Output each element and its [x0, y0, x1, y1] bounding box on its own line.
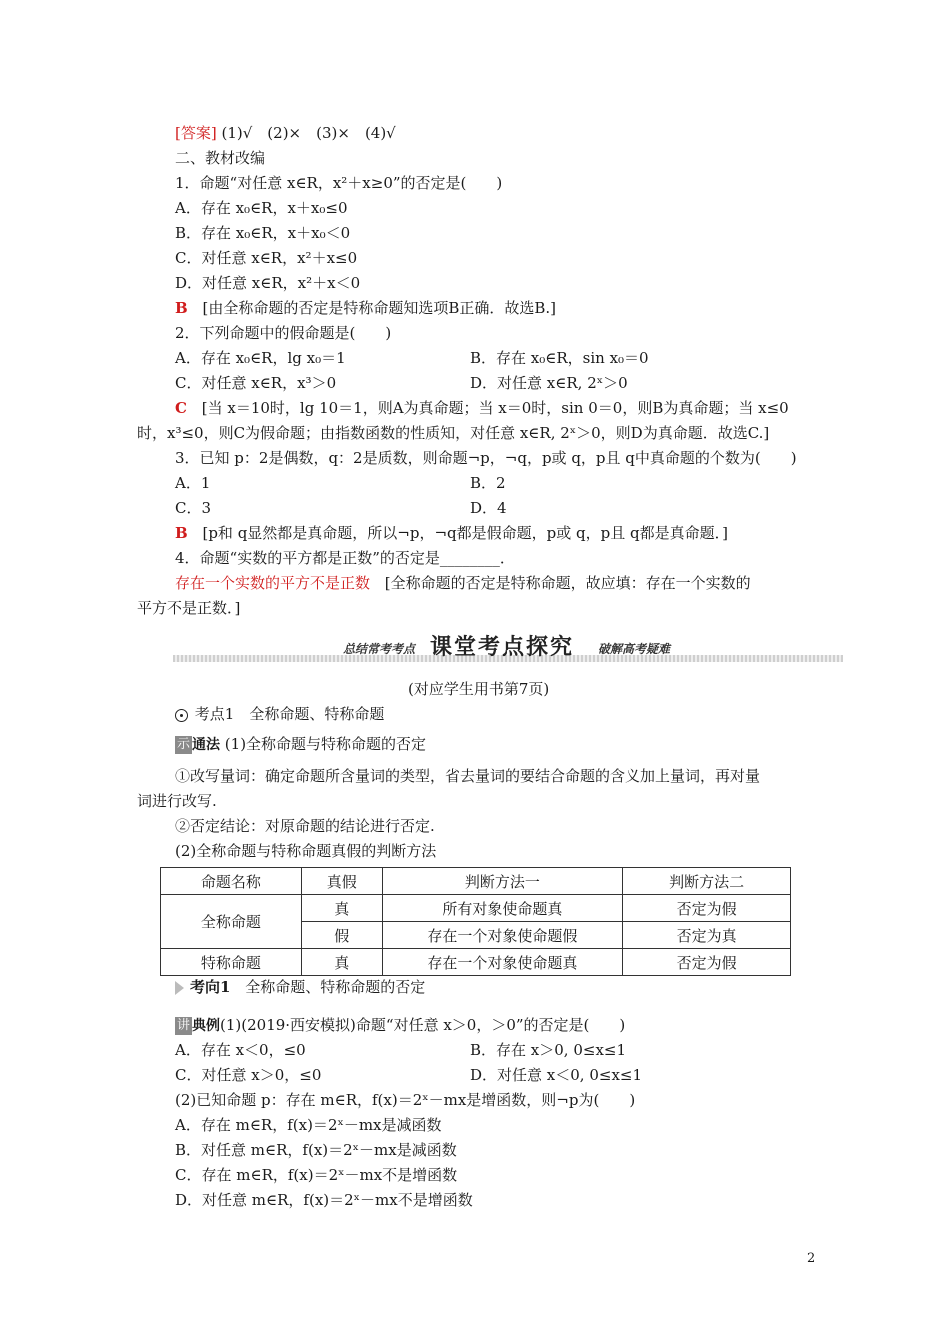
kaoxiang-label: 考向1 — [190, 978, 231, 996]
example-tag-icon: 讲 — [177, 1018, 191, 1033]
example-option-a: A．存在 x＜0，≤0 — [175, 1041, 306, 1059]
example-option-c: C．对任意 x＞0，≤0 — [175, 1066, 322, 1084]
q2-option-d: D．对任意 x∈R, 2ˣ＞0 — [470, 374, 628, 392]
table-header: 命题名称 — [161, 868, 302, 895]
page-number: 2 — [807, 1251, 816, 1266]
q2-option-c: C．对任意 x∈R，x³＞0 — [175, 374, 337, 392]
kaoxiang-title: 全称命题、特称命题的否定 — [245, 978, 426, 996]
table-cell: 否定为假 — [623, 949, 791, 976]
q3-option-a: A．1 — [175, 474, 211, 492]
target-icon — [175, 709, 188, 722]
answer-line — [175, 123, 396, 143]
q4-explain-2: 平方不是正数．] — [137, 599, 241, 617]
table-cell: 存在一个对象使命题假 — [382, 922, 623, 949]
q3-option-d: D．4 — [470, 499, 507, 517]
q1-option-c: C．对任意 x∈R，x²＋x≤0 — [175, 249, 358, 267]
example-option-d: D．对任意 x＜0, 0≤x≤1 — [470, 1066, 643, 1084]
table-row — [161, 949, 791, 976]
table-cell: 假 — [301, 922, 382, 949]
q1-option-b: B．存在 x₀∈R，x＋x₀＜0 — [175, 224, 351, 242]
q3-option-b: B．2 — [470, 474, 506, 492]
q2-stem: 2．下列命题中的假命题是( ) — [175, 324, 392, 342]
example-stem-1 — [175, 1015, 625, 1036]
q1-explain: [由全称命题的否定是特称命题知选项B正确．故选B.] — [202, 299, 556, 317]
example2-option-c: C．存在 m∈R，f(x)＝2ˣ－mx不是增函数 — [175, 1166, 458, 1184]
table-cell: 真 — [301, 949, 382, 976]
section-title: 二、教材改编 — [175, 149, 266, 167]
q1-stem: 1．命题“对任意 x∈R，x²＋x≥0”的否定是( ) — [175, 174, 503, 192]
example-stem-2: (2)已知命题 p：存在 m∈R，f(x)＝2ˣ－mx是增函数，则¬p为( ) — [175, 1091, 636, 1109]
table-cell: 真 — [301, 895, 382, 922]
q2-option-a: A．存在 x₀∈R，lg x₀＝1 — [175, 349, 346, 367]
answer-label: [答案] — [175, 124, 217, 142]
banner-right-text: 破解高考疑难 — [598, 642, 671, 656]
table-header: 判断方法二 — [623, 868, 791, 895]
q1-answer: B — [175, 299, 188, 317]
tongfa-p1a: ①改写量词：确定命题所含量词的类型，省去量词的要结合命题的含义加上量词，再对量 — [175, 767, 761, 785]
tongfa-title2: (2)全称命题与特称命题真假的判断方法 — [175, 842, 437, 860]
kaodian-title: 考点1 全称命题、特称命题 — [194, 705, 385, 723]
table-cell: 全称命题 — [161, 895, 302, 949]
tongfa-title: (1)全称命题与特称命题的否定 — [224, 735, 427, 753]
table-header: 真假 — [301, 868, 382, 895]
table-header: 判断方法一 — [382, 868, 623, 895]
tongfa-tag-label: 通法 — [192, 737, 221, 753]
q2-option-b: B．存在 x₀∈R，sin x₀＝0 — [470, 349, 649, 367]
answer-items: (1)√ (2)× (3)× (4)√ — [221, 124, 396, 142]
example2-option-d: D．对任意 m∈R，f(x)＝2ˣ－mx不是增函数 — [175, 1191, 473, 1209]
example-option-b: B．存在 x＞0, 0≤x≤1 — [470, 1041, 627, 1059]
tongfa-p2: ②否定结论：对原命题的结论进行否定. — [175, 817, 435, 835]
kaoxiang-heading — [175, 977, 425, 997]
q4-answer: 存在一个实数的平方不是正数 — [175, 574, 371, 592]
q2-answer: C — [175, 399, 187, 417]
banner-title: 课堂考点探究 — [430, 635, 575, 660]
example2-option-a: A．存在 m∈R，f(x)＝2ˣ－mx是减函数 — [175, 1116, 442, 1134]
example-s1: (1)(2019·西安模拟)命题“对任意 x＞0，＞0”的否定是( ) — [220, 1016, 626, 1034]
q3-option-c: C．3 — [175, 499, 212, 517]
q4-answer-line — [175, 573, 751, 593]
q3-explain: [p和 q显然都是真命题，所以¬p，¬q都是假命题，p或 q，p且 q都是真命题．] — [202, 524, 728, 542]
table-row — [161, 895, 791, 922]
tongfa-tag-icon: 示 — [177, 737, 191, 752]
table-cell: 特称命题 — [161, 949, 302, 976]
q4-stem: 4．命题“实数的平方都是正数”的否定是________． — [175, 549, 515, 567]
q2-explain-2: 时，x³≤0，则C为假命题；由指数函数的性质知，对任意 x∈R, 2ˣ＞0，则D为真命题．故选C.] — [137, 424, 770, 442]
book-ref: (对应学生用书第7页) — [408, 680, 550, 698]
kaodian-heading — [175, 704, 384, 724]
q2-explain-1: [当 x＝10时，lg 10＝1，则A为真命题；当 x＝0时，sin 0＝0，则B为真命题；当 x≤0 — [201, 399, 789, 417]
banner-left-text: 总结常考考点 — [343, 642, 416, 656]
judgement-table — [160, 867, 791, 976]
q2-answer-line — [175, 398, 789, 418]
tongfa-p1b: 词进行改写. — [137, 792, 217, 810]
q1-answer-line — [175, 298, 556, 318]
table-cell: 否定为真 — [623, 922, 791, 949]
q1-option-a: A．存在 x₀∈R，x＋x₀≤0 — [175, 199, 348, 217]
q1-option-d: D．对任意 x∈R，x²＋x＜0 — [175, 274, 361, 292]
example-tag-label: 典例 — [192, 1018, 221, 1034]
example2-option-b: B．对任意 m∈R，f(x)＝2ˣ－mx是减函数 — [175, 1141, 457, 1159]
tongfa-heading — [175, 734, 426, 755]
q3-stem: 3．已知 p：2是偶数，q：2是质数，则命题¬p，¬q，p或 q，p且 q中真命题的个数为( ) — [175, 449, 797, 467]
q3-answer-line — [175, 523, 728, 543]
arrow-icon — [175, 981, 184, 995]
table-header-row — [161, 868, 791, 895]
q3-answer: B — [175, 524, 188, 542]
q4-explain-1: [全称命题的否定是特称命题，故应填：存在一个实数的 — [384, 574, 751, 592]
table-cell: 否定为假 — [623, 895, 791, 922]
table-cell: 存在一个对象使命题真 — [382, 949, 623, 976]
table-cell: 所有对象使命题真 — [382, 895, 623, 922]
